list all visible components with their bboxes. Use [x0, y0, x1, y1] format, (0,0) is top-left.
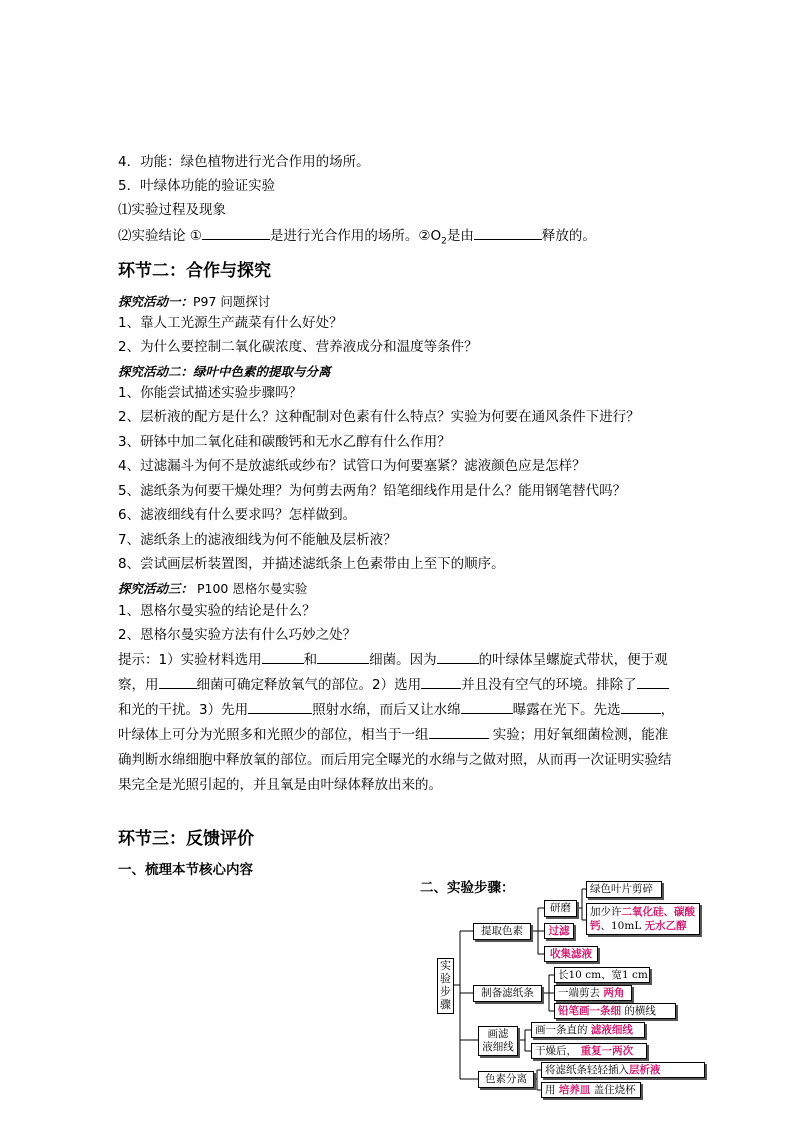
verify-title: 5．叶绿体功能的验证实验: [118, 178, 276, 194]
activity3-label: 探究活动三：: [118, 581, 194, 596]
ethanol-text: 无水乙醇: [644, 920, 687, 932]
activity3-q2: 2、恩格尔曼实验方法有什么巧妙之处？: [118, 627, 357, 643]
activity1-q1: 1、靠人工光源生产蔬菜有什么好处？: [118, 315, 343, 331]
conclusion-text-c: 是由: [446, 228, 474, 244]
straight-line-box: [531, 1022, 645, 1038]
hint-paragraph: [118, 648, 678, 798]
repeat-text: 重复一两次: [577, 1045, 634, 1057]
hint-text: 和: [303, 652, 318, 668]
prepare-strip-box: 制备滤纸条: [473, 985, 542, 1002]
hint-text: 细菌可确定释放氧气的部位。2）选用: [196, 677, 422, 693]
separation-box: 色素分离: [478, 1071, 534, 1088]
activity2-q5: 5、滤纸条为何要干燥处理？为何剪去两角？铅笔细线作用是什么？能用钢笔替代吗？: [118, 483, 627, 499]
draw-text-2: 液细线: [482, 1041, 514, 1053]
hint-text: 的叶绿体呈螺旋式带状，便于观察，用: [118, 652, 668, 693]
conclusion-line: [118, 225, 596, 252]
cover-text: 用: [545, 1084, 559, 1096]
activity3-page: P100 恩格尔曼实验: [193, 581, 308, 596]
blank: [429, 724, 489, 739]
activity2-q1: 1、你能尝试描述实验步骤吗？: [118, 385, 303, 401]
process-line: ⑴实验过程及现象: [118, 202, 226, 218]
hint-text: 细菌。因为: [369, 652, 437, 668]
petri-dish: 培养皿: [558, 1084, 591, 1096]
activity2-q6: 6、滤液细线有什么要求吗？怎样做到。: [118, 507, 357, 523]
hint-text: 提示：1）实验材料选用: [118, 652, 262, 668]
conclusion-text-b: 是进行光合作用的场所。②O: [269, 228, 442, 244]
draw-line-box: [478, 1026, 518, 1056]
draw-text-1: 画滤: [487, 1028, 509, 1040]
hint-text: 曝露在光下。先选: [512, 702, 621, 718]
blank: [474, 225, 542, 240]
activity3-title: [118, 579, 307, 597]
activity2-q2: 2、层析液的配方是什么？这种配制对色素有什么特点？实验为何要在通风条件下进行？: [118, 409, 640, 425]
blank: [437, 649, 479, 664]
blank: [637, 674, 669, 689]
core-content-heading: 一、梳理本节核心内容: [118, 862, 253, 878]
blank: [621, 699, 661, 714]
chromatography-solution: 层析液: [629, 1064, 661, 1076]
section3-heading: 环节三：反馈评价: [118, 829, 254, 849]
repeat-box: [531, 1043, 647, 1059]
activity2-title: 探究活动二：绿叶中色素的提取与分离: [118, 364, 331, 379]
filtrate-line: 滤液细线: [590, 1024, 633, 1036]
blank: [202, 225, 270, 240]
activity2-q7: 7、滤纸条上的滤液细线为何不能触及层析液？: [118, 532, 397, 548]
hint-text: 照射水绵，而后又让水绵: [312, 702, 461, 718]
conclusion-text-d: 释放的。: [541, 228, 596, 244]
section2-heading: 环节二：合作与探究: [118, 261, 271, 281]
root-char: 实: [440, 959, 451, 972]
straight-text: 画一条直的: [535, 1024, 591, 1036]
silica-calcium: 二氧化硅、碳酸: [621, 906, 695, 918]
hint-text: 实验；用好氧细菌检测，能准确判断水绵细胞中释放氧的部位。而后用完全曝光的水绵与之做对照，从而再一次证明实验结果完全是光照引起的，并且氧是由叶绿体释放出来的。: [118, 727, 672, 793]
root-char: 骤: [440, 998, 451, 1011]
insert-strip-box: [541, 1062, 705, 1078]
pencil-text: 铅笔画一条细: [558, 1005, 621, 1017]
diagram-root: [437, 958, 454, 1014]
activity2-q4: 4、过滤漏斗为何不是放滤纸或纱布？试管口为何要塞紧？滤液颜色应是怎样？: [118, 458, 586, 474]
root-char: 验: [440, 972, 451, 985]
blank: [421, 674, 461, 689]
cut-leaf-box: 绿色叶片剪碎: [586, 881, 662, 898]
pencil-line-box: [554, 1003, 676, 1019]
activity2-q8: 8、尝试画层析装置图，并描述滤纸条上色素带由上至下的顺序。: [118, 556, 505, 572]
extract-pigment-box: 提取色素: [473, 923, 531, 940]
conclusion-text-a: ⑵实验结论 ①: [118, 228, 202, 244]
steps-heading: 二、实验步骤：: [420, 880, 515, 896]
activity2-q3: 3、研钵中加二氧化硅和碳酸钙和无水乙醇有什么作用？: [118, 434, 451, 450]
insert-text: 将滤纸条轻轻插入: [545, 1064, 629, 1076]
hint-text: 并且没有空气的环境。排除了: [461, 677, 637, 693]
blank: [262, 649, 304, 664]
hint-text: ，叶绿体上可分为光照多和光照少的部位，相当于一组: [118, 702, 675, 743]
dry-text: 干燥后，: [535, 1045, 577, 1057]
strip-size-box: 长10 cm、宽1 cm: [554, 967, 650, 983]
blank: [248, 699, 312, 714]
grind-box: 研磨: [544, 900, 577, 917]
cut-text: 一端剪去: [558, 987, 604, 999]
activity1-page: P97 问题探讨: [193, 294, 271, 309]
activity1-q2: 2、为什么要控制二氧化碳浓度、营养液成分和温度等条件？: [118, 339, 478, 355]
hint-text: 和光的干扰。3）先用: [118, 702, 249, 718]
activity1-title: [118, 292, 270, 310]
add-text: 加少许: [590, 906, 622, 918]
cover-beaker-box: [541, 1082, 641, 1098]
collect-filtrate-box: 收集滤液: [544, 946, 598, 962]
volume-text: 、10mL: [600, 920, 645, 932]
blank: [461, 699, 513, 714]
function-line: 4．功能：绿色植物进行光合作用的场所。: [118, 154, 370, 170]
blank: [159, 674, 197, 689]
horizontal-line-text: 的横线: [621, 1005, 656, 1017]
cut-corners-box: [554, 985, 632, 1001]
filter-box: 过滤: [544, 923, 574, 939]
two-corners: 两角: [603, 987, 625, 999]
blank: [317, 649, 369, 664]
o2-subscript: 2: [441, 236, 447, 247]
add-reagents-box: [586, 903, 700, 935]
beaker-text: 盖住烧杯: [590, 1084, 636, 1096]
activity1-label: 探究活动一：: [118, 294, 194, 309]
root-char: 步: [440, 985, 451, 998]
calcium-char: 钙: [590, 920, 601, 932]
activity3-q1: 1、恩格尔曼实验的结论是什么？: [118, 603, 316, 619]
